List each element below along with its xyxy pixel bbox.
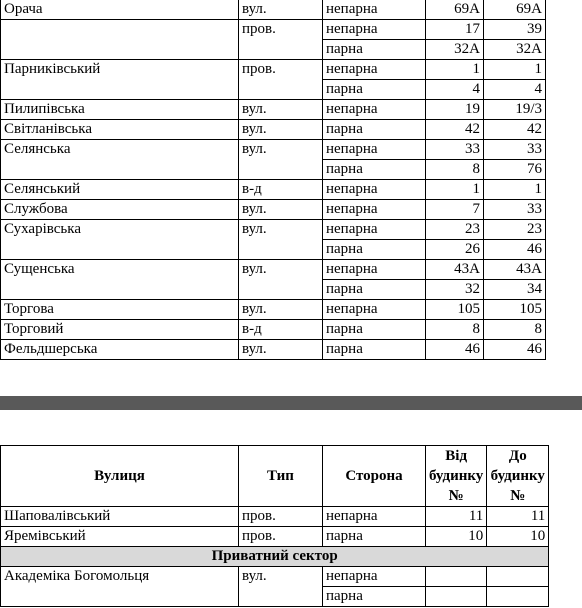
side-cell: парна — [323, 587, 426, 607]
street-type-cell: в-д — [239, 180, 323, 200]
to-house-cell: 46 — [484, 340, 546, 360]
from-house-cell: 23 — [426, 220, 484, 240]
table-row — [1, 300, 546, 320]
street-name-cell: Шаповалівський — [1, 507, 239, 527]
side-cell: парна — [323, 160, 426, 180]
side-cell: непарна — [323, 20, 426, 40]
side-cell: непарна — [323, 260, 426, 280]
street-name-cell: Фельдшерська — [1, 340, 239, 360]
to-house-cell: 10 — [487, 527, 549, 547]
side-cell: непарна — [323, 220, 426, 240]
side-cell: непарна — [323, 507, 426, 527]
table-row — [1, 567, 549, 587]
street-type-cell: пров. — [239, 507, 323, 527]
street-name-cell: Торгова — [1, 300, 239, 320]
side-cell: парна — [323, 40, 426, 60]
from-house-cell: 26 — [426, 240, 484, 260]
to-house-cell: 69А — [484, 0, 546, 20]
table-row — [1, 180, 546, 200]
street-type-cell: вул. — [239, 260, 323, 300]
street-name-cell: Сухарівська — [1, 220, 239, 260]
street-type-cell: вул. — [239, 220, 323, 260]
side-cell: непарна — [323, 300, 426, 320]
street-type-cell: вул. — [239, 340, 323, 360]
table-row — [1, 340, 546, 360]
to-house-cell — [487, 567, 549, 587]
from-house-cell: 17 — [426, 20, 484, 40]
from-house-cell: 69А — [426, 0, 484, 20]
to-house-cell: 33 — [484, 140, 546, 160]
table-row — [1, 100, 546, 120]
from-house-cell: 1 — [426, 180, 484, 200]
to-house-cell: 33 — [484, 200, 546, 220]
sector-row — [1, 547, 549, 567]
side-cell: парна — [323, 527, 426, 547]
from-house-cell: 4 — [426, 80, 484, 100]
from-house-cell: 32 — [426, 280, 484, 300]
to-house-cell: 4 — [484, 80, 546, 100]
from-house-cell: 8 — [426, 320, 484, 340]
header-from-line: № — [448, 488, 464, 504]
side-cell: непарна — [323, 200, 426, 220]
street-name-cell: Службова — [1, 200, 239, 220]
from-house-cell: 105 — [426, 300, 484, 320]
side-cell: непарна — [323, 60, 426, 80]
side-cell: непарна — [323, 567, 426, 587]
street-type-cell: вул. — [239, 200, 323, 220]
street-name-cell: Парниківський — [1, 60, 239, 100]
street-type-cell: пров. — [239, 527, 323, 547]
street-name-cell: Селянська — [1, 140, 239, 180]
from-house-cell: 33 — [426, 140, 484, 160]
street-name-cell — [1, 20, 239, 60]
to-house-cell: 43А — [484, 260, 546, 280]
to-house-cell: 39 — [484, 20, 546, 40]
street-type-cell: вул. — [239, 100, 323, 120]
side-cell: парна — [323, 320, 426, 340]
header-from — [426, 446, 487, 507]
header-to — [487, 446, 549, 507]
sector-title: Приватний сектор — [1, 547, 549, 567]
side-cell: парна — [323, 80, 426, 100]
page-separator-bar — [0, 396, 582, 410]
side-cell: парна — [323, 120, 426, 140]
street-name-cell: Світланівська — [1, 120, 239, 140]
from-house-cell: 7 — [426, 200, 484, 220]
street-type-cell: вул. — [239, 567, 323, 607]
street-name-cell: Орача — [1, 0, 239, 20]
from-house-cell: 19 — [426, 100, 484, 120]
from-house-cell: 8 — [426, 160, 484, 180]
table-row — [1, 527, 549, 547]
street-name-cell: Селянський — [1, 180, 239, 200]
to-house-cell: 23 — [484, 220, 546, 240]
to-house-cell: 32А — [484, 40, 546, 60]
from-house-cell: 32А — [426, 40, 484, 60]
from-house-cell: 43А — [426, 260, 484, 280]
side-cell: непарна — [323, 140, 426, 160]
from-house-cell — [426, 587, 487, 607]
from-house-cell: 11 — [426, 507, 487, 527]
table-header-row — [1, 446, 549, 507]
streets-table-bottom — [0, 445, 549, 607]
to-house-cell: 46 — [484, 240, 546, 260]
header-from-line: будинку — [429, 468, 484, 484]
street-type-cell: вул. — [239, 140, 323, 180]
to-house-cell — [487, 587, 549, 607]
side-cell: парна — [323, 280, 426, 300]
to-house-cell: 42 — [484, 120, 546, 140]
from-house-cell: 10 — [426, 527, 487, 547]
side-cell: непарна — [323, 180, 426, 200]
table-row — [1, 220, 546, 240]
table-row — [1, 200, 546, 220]
street-name-cell: Торговий — [1, 320, 239, 340]
street-name-cell: Яремівський — [1, 527, 239, 547]
table-row — [1, 320, 546, 340]
table-row — [1, 120, 546, 140]
from-house-cell: 1 — [426, 60, 484, 80]
table-row — [1, 60, 546, 80]
street-name-cell: Сущенська — [1, 260, 239, 300]
street-name-cell: Академіка Богомольця — [1, 567, 239, 607]
from-house-cell: 46 — [426, 340, 484, 360]
header-side: Сторона — [323, 446, 426, 507]
side-cell: парна — [323, 240, 426, 260]
to-house-cell: 11 — [487, 507, 549, 527]
street-type-cell: пров. — [239, 60, 323, 100]
header-to-line: До — [508, 448, 527, 464]
street-type-cell: вул. — [239, 120, 323, 140]
header-type: Тип — [239, 446, 323, 507]
to-house-cell: 105 — [484, 300, 546, 320]
street-type-cell: вул. — [239, 0, 323, 20]
header-from-line: Від — [445, 448, 468, 464]
street-type-cell: в-д — [239, 320, 323, 340]
to-house-cell: 1 — [484, 60, 546, 80]
to-house-cell: 8 — [484, 320, 546, 340]
street-type-cell: вул. — [239, 300, 323, 320]
from-house-cell: 42 — [426, 120, 484, 140]
to-house-cell: 76 — [484, 160, 546, 180]
side-cell: непарна — [323, 100, 426, 120]
table-row — [1, 260, 546, 280]
side-cell: непарна — [323, 0, 426, 20]
header-to-line: будинку — [490, 468, 545, 484]
side-cell: парна — [323, 340, 426, 360]
street-type-cell: пров. — [239, 20, 323, 60]
header-street: Вулиця — [1, 446, 239, 507]
to-house-cell: 34 — [484, 280, 546, 300]
from-house-cell — [426, 567, 487, 587]
table-row — [1, 0, 546, 20]
table-row — [1, 20, 546, 40]
to-house-cell: 1 — [484, 180, 546, 200]
street-name-cell: Пилипівська — [1, 100, 239, 120]
table-row — [1, 507, 549, 527]
header-to-line: № — [510, 488, 526, 504]
table-row — [1, 140, 546, 160]
to-house-cell: 19/3 — [484, 100, 546, 120]
